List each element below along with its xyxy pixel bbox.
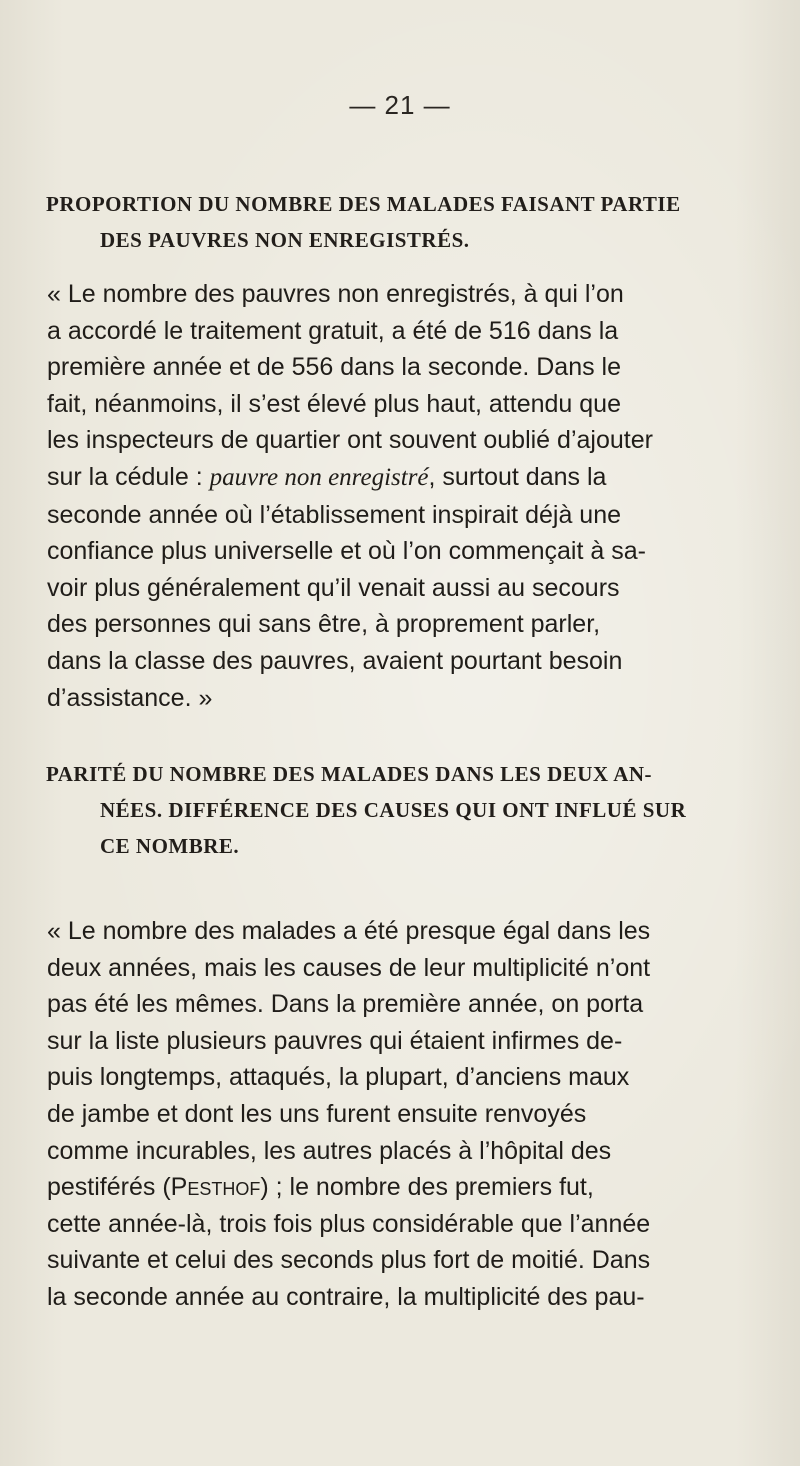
heading-line: CE NOMBRE.	[100, 834, 240, 858]
text-line: comme incurables, les autres placés à l’hôpital des	[47, 1136, 612, 1165]
text-line: les inspecteurs de quartier ont souvent oublié d’ajouter	[47, 426, 653, 455]
text-line: pas été les mêmes. Dans la première année, on porta	[47, 990, 644, 1019]
paragraph-pauvres-non-enregistres	[47, 276, 767, 716]
text-line: fait, néanmoins, il s’est élevé plus haut, attendu que	[47, 389, 621, 418]
text-line: confiance plus universelle et où l’on commençait à sa-	[47, 537, 646, 566]
text-line-with-italic	[47, 459, 767, 497]
italic-phrase: pauvre non enregistré	[209, 463, 429, 491]
text-segment: pestiférés (	[47, 1173, 171, 1202]
heading-line: PARITÉ DU NOMBRE DES MALADES DANS LES DEUX AN-	[46, 762, 653, 786]
text-segment: ) ; le nombre des premiers fut,	[260, 1173, 594, 1202]
section-heading-proportion	[46, 186, 766, 258]
text-line: « Le nombre des pauvres non enregistrés, à qui l’on	[47, 280, 624, 308]
text-line: d’assistance. »	[47, 683, 213, 712]
text-line: de jambe et dont les uns furent ensuite renvoyés	[47, 1099, 587, 1128]
section-heading-parite	[46, 756, 766, 864]
text-segment: sur la cédule :	[47, 462, 210, 491]
heading-line: PROPORTION DU NOMBRE DES MALADES FAISANT PARTIE	[46, 192, 681, 216]
smallcaps-word: Pesthof	[170, 1173, 261, 1202]
text-line: suivante et celui des seconds plus fort de moitié. Dans	[47, 1246, 651, 1275]
text-line: puis longtemps, attaqués, la plupart, d’anciens maux	[47, 1063, 630, 1092]
text-line: deux années, mais les causes de leur multiplicité n’ont	[47, 953, 651, 982]
page-number: — 21 —	[349, 90, 451, 120]
text-line-with-smallcaps	[47, 1169, 767, 1206]
text-line: voir plus généralement qu’il venait aussi au secours	[47, 573, 620, 602]
text-line: cette année-là, trois fois plus considérable que l’année	[47, 1209, 651, 1238]
text-line: a accordé le traitement gratuit, a été de 516 dans la	[47, 316, 619, 345]
heading-line: DES PAUVRES NON ENREGISTRÉS.	[100, 228, 470, 252]
text-line: la seconde année au contraire, la multiplicité des pau-	[47, 1282, 645, 1311]
paragraph-nombre-des-malades	[47, 913, 767, 1316]
text-line: sur la liste plusieurs pauvres qui étaient infirmes de-	[47, 1026, 623, 1055]
text-line: des personnes qui sans être, à proprement parler,	[47, 610, 601, 639]
text-line: dans la classe des pauvres, avaient pourtant besoin	[47, 646, 623, 675]
heading-line: NÉES. DIFFÉRENCE DES CAUSES QUI ONT INFLUÉ SUR	[100, 798, 687, 822]
text-line: « Le nombre des malades a été presque égal dans les	[47, 917, 651, 945]
text-segment: , surtout dans la	[428, 462, 607, 491]
text-line: seconde année où l’établissement inspirait déjà une	[47, 500, 621, 529]
text-line: première année et de 556 dans la seconde. Dans le	[47, 353, 621, 382]
